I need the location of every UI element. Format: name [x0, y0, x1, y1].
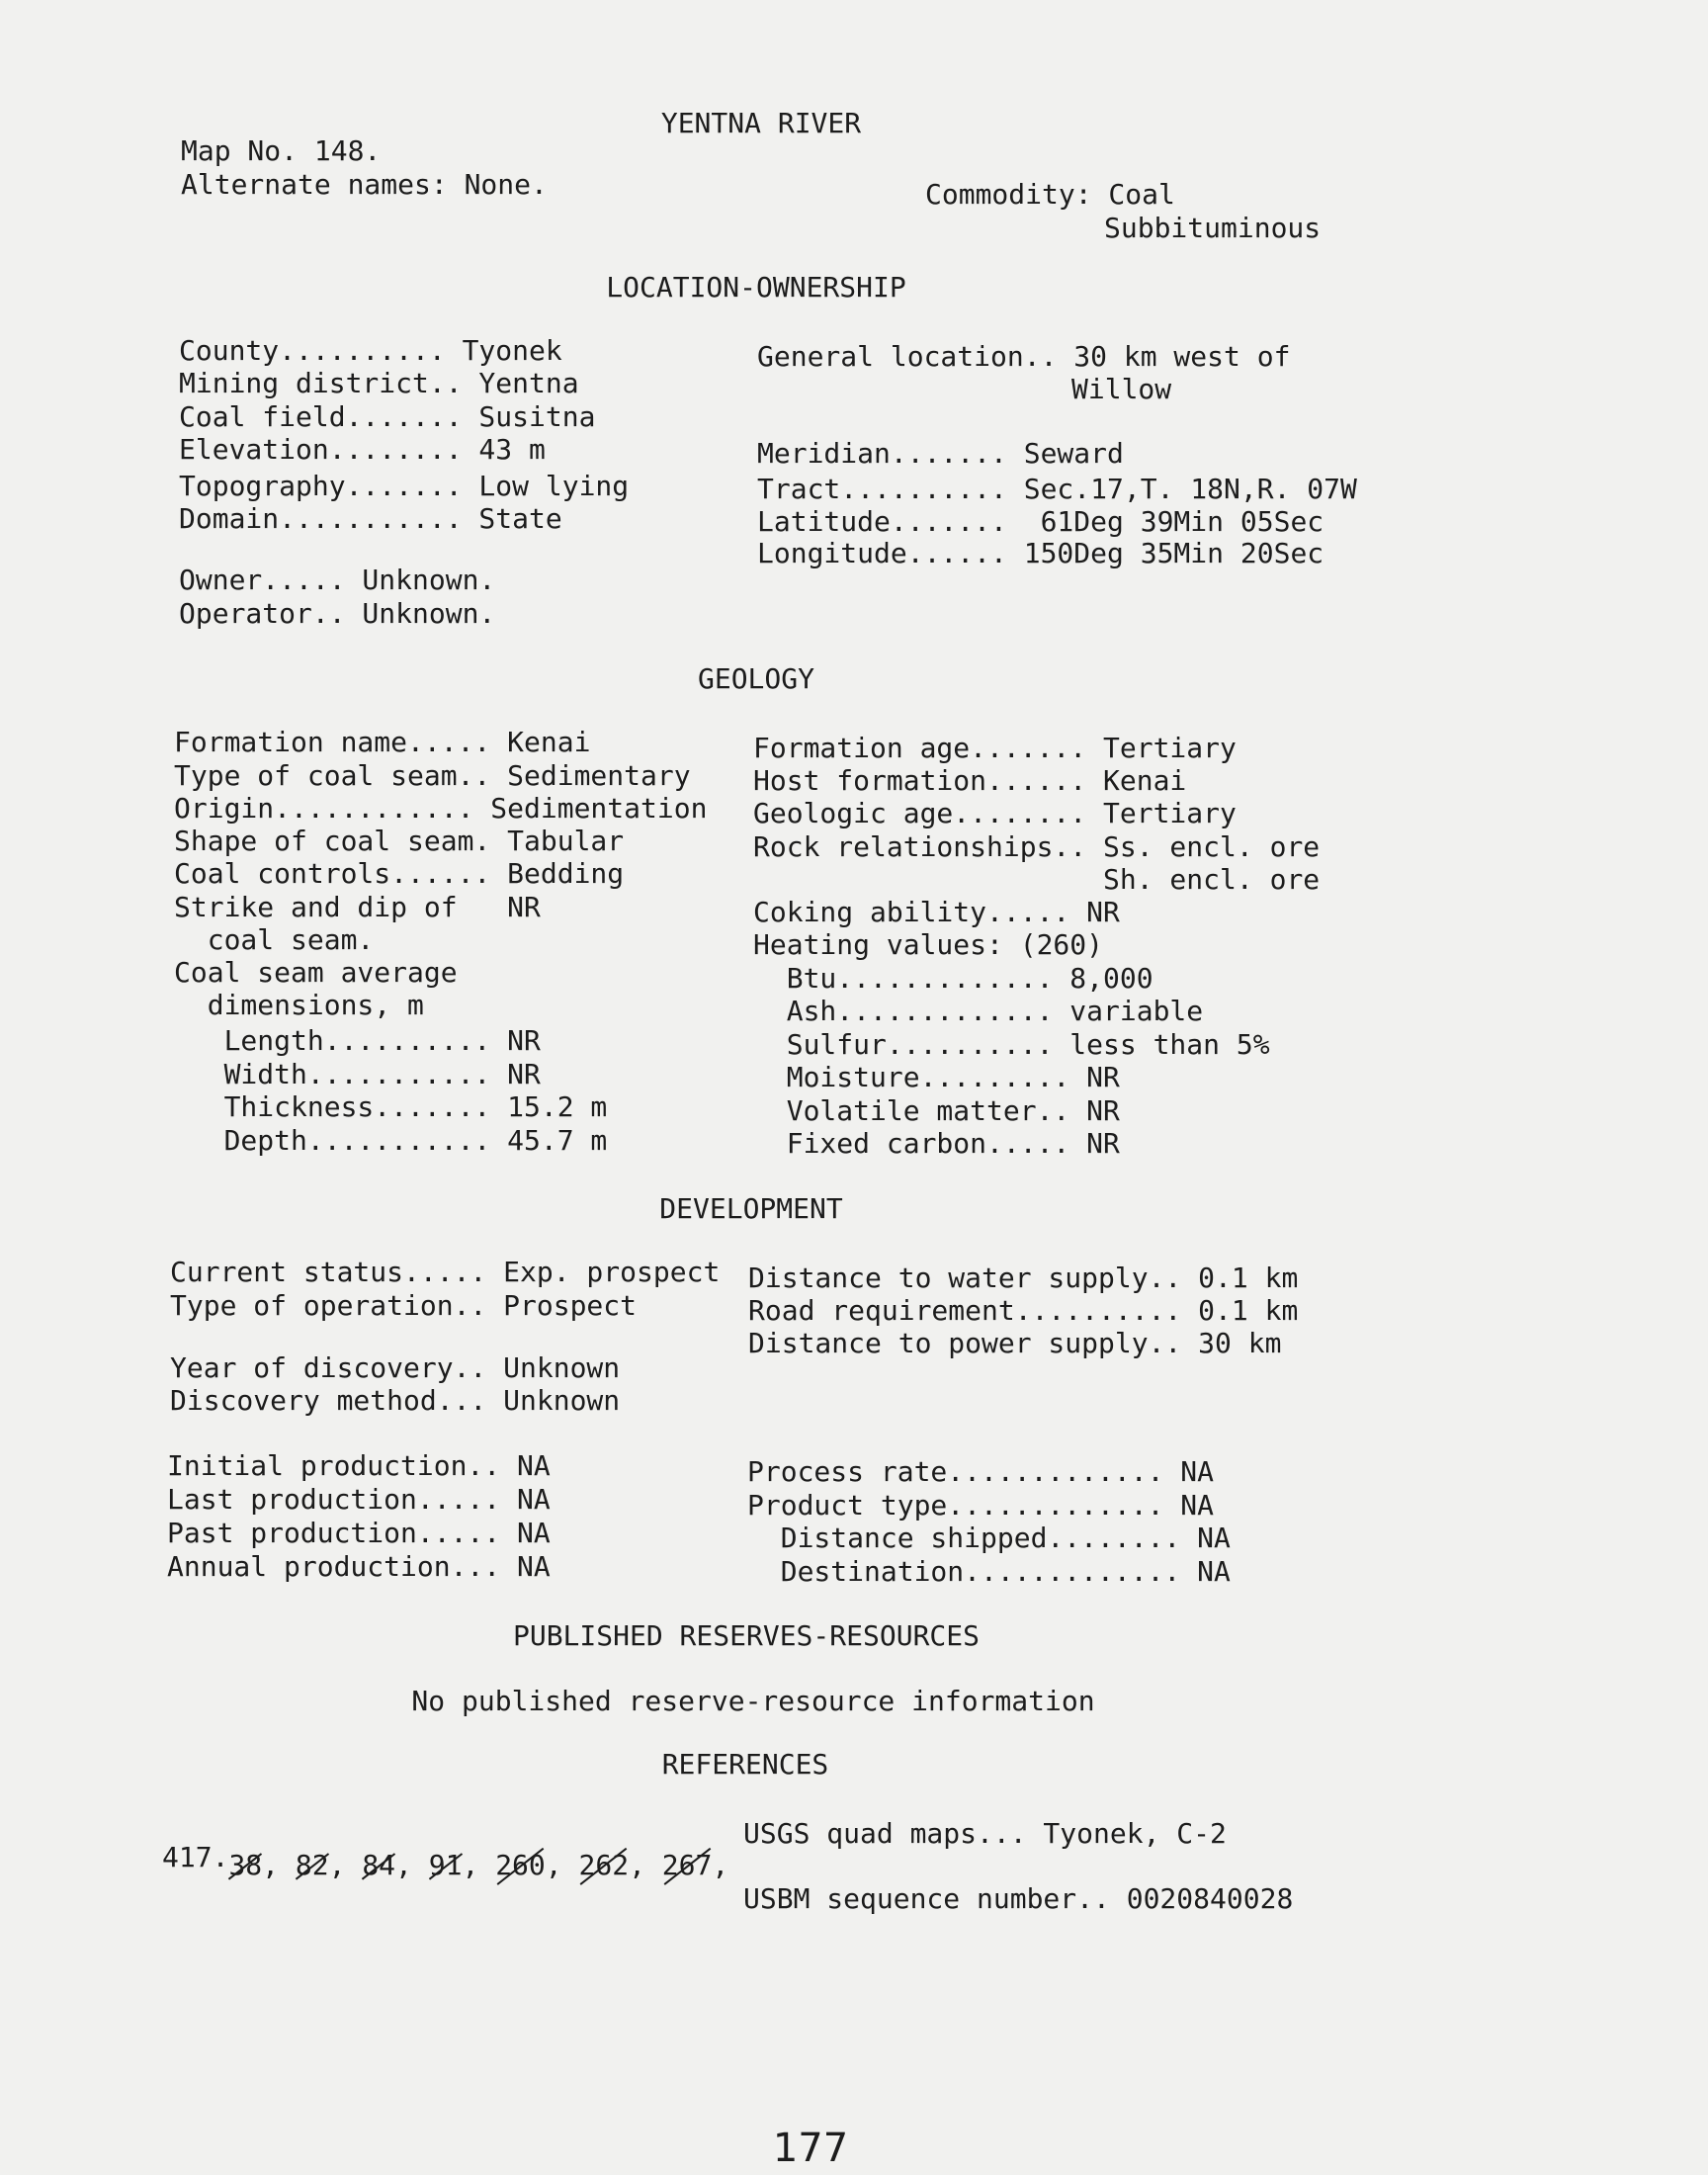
- water-supply-line: Distance to water supply.. 0.1 km: [748, 1262, 1299, 1294]
- volatile-matter-line: Volatile matter.. NR: [753, 1094, 1120, 1127]
- year-discovery-line: Year of discovery.. Unknown: [170, 1351, 621, 1384]
- struck-reference: 260: [495, 1849, 546, 1881]
- mining-district-line: Mining district.. Yentna: [179, 367, 579, 399]
- fixed-carbon-line: Fixed carbon..... NR: [753, 1127, 1120, 1160]
- heating-values-line: Heating values: (260): [753, 928, 1104, 961]
- formation-name-line: Formation name..... Kenai: [174, 726, 591, 758]
- development-heading: DEVELOPMENT: [659, 1192, 843, 1225]
- struck-reference: 267: [661, 1849, 713, 1881]
- rock-relationships-line: Rock relationships.. Ss. encl. ore: [753, 830, 1321, 863]
- width-line: Width........... NR: [174, 1058, 541, 1090]
- alternate-names: Alternate names: None.: [181, 168, 548, 201]
- btu-line: Btu............. 8,000: [753, 962, 1153, 995]
- document-title: YENTNA RIVER: [660, 107, 862, 139]
- reference-numbers: 38, 82, 84, 91, 260, 262, 267,: [228, 1849, 729, 1881]
- rock-relationships-cont: Sh. encl. ore: [753, 863, 1321, 896]
- meridian-line: Meridian....... Seward: [757, 437, 1124, 470]
- past-production-line: Past production..... NA: [167, 1517, 551, 1549]
- geologic-age-line: Geologic age........ Tertiary: [753, 797, 1237, 829]
- last-production-line: Last production..... NA: [167, 1483, 551, 1516]
- location-ownership-heading: LOCATION-OWNERSHIP: [606, 271, 906, 304]
- longitude-line: Longitude...... 150Deg 35Min 20Sec: [757, 537, 1324, 569]
- ash-line: Ash............. variable: [753, 995, 1204, 1027]
- tract-line: Tract.......... Sec.17,T. 18N,R. 07W: [757, 473, 1357, 505]
- length-line: Length.......... NR: [174, 1024, 541, 1057]
- latitude-line: Latitude....... 61Deg 39Min 05Sec: [757, 505, 1324, 538]
- commodity-type: Subbituminous: [1104, 212, 1322, 244]
- general-location-line: General location.. 30 km west of: [757, 340, 1291, 373]
- struck-reference: 82: [295, 1849, 329, 1881]
- formation-age-line: Formation age....... Tertiary: [753, 732, 1237, 764]
- operation-type-line: Type of operation.. Prospect: [170, 1289, 638, 1322]
- thickness-line: Thickness....... 15.2 m: [174, 1090, 608, 1123]
- moisture-line: Moisture......... NR: [753, 1061, 1120, 1093]
- power-supply-line: Distance to power supply.. 30 km: [748, 1327, 1282, 1359]
- owner-line: Owner..... Unknown.: [179, 564, 496, 596]
- reference-remaining: 417.: [162, 1841, 229, 1873]
- shape-line: Shape of coal seam. Tabular: [174, 825, 625, 857]
- domain-line: Domain........... State: [179, 502, 562, 535]
- operator-line: Operator.. Unknown.: [179, 597, 496, 630]
- county-line: County.......... Tyonek: [179, 334, 562, 367]
- coking-ability-line: Coking ability..... NR: [753, 896, 1120, 928]
- origin-line: Origin............ Sedimentation: [174, 792, 708, 825]
- destination-line: Destination............. NA: [747, 1555, 1231, 1588]
- seam-dimensions-line: Coal seam average: [174, 956, 458, 989]
- references-heading: REFERENCES: [661, 1748, 829, 1781]
- usbm-sequence-number: USBM sequence number.. 0020840028: [743, 1882, 1294, 1915]
- struck-reference: 38: [228, 1849, 263, 1881]
- struck-reference: 262: [578, 1849, 630, 1881]
- host-formation-line: Host formation...... Kenai: [753, 764, 1187, 797]
- topography-line: Topography....... Low lying: [179, 470, 630, 502]
- geology-heading: GEOLOGY: [697, 662, 814, 695]
- general-location-cont: Willow: [1071, 373, 1172, 405]
- coal-field-line: Coal field....... Susitna: [179, 400, 596, 433]
- coal-seam-type-line: Type of coal seam.. Sedimentary: [174, 759, 691, 792]
- strike-dip-cont: coal seam.: [174, 923, 375, 956]
- elevation-line: Elevation........ 43 m: [179, 433, 546, 466]
- page-number: 177: [772, 2126, 849, 2171]
- reserves-heading: PUBLISHED RESERVES-RESOURCES: [512, 1619, 980, 1652]
- product-type-line: Product type............. NA: [747, 1489, 1215, 1522]
- usgs-quad-maps: USGS quad maps... Tyonek, C-2: [743, 1817, 1227, 1850]
- distance-shipped-line: Distance shipped........ NA: [747, 1522, 1231, 1554]
- map-number: Map No. 148.: [181, 134, 382, 167]
- strike-dip-line: Strike and dip of NR: [174, 891, 541, 923]
- depth-line: Depth........... 45.7 m: [174, 1124, 608, 1157]
- road-requirement-line: Road requirement.......... 0.1 km: [748, 1294, 1299, 1327]
- sulfur-line: Sulfur.......... less than 5%: [753, 1028, 1270, 1061]
- annual-production-line: Annual production... NA: [167, 1550, 551, 1583]
- reserves-text: No published reserve-resource information: [411, 1685, 1095, 1717]
- struck-reference: 91: [428, 1849, 463, 1881]
- process-rate-line: Process rate............. NA: [747, 1455, 1215, 1488]
- discovery-method-line: Discovery method... Unknown: [170, 1384, 621, 1417]
- commodity: Commodity: Coal: [925, 178, 1175, 211]
- coal-controls-line: Coal controls...... Bedding: [174, 857, 625, 890]
- seam-dimensions-cont: dimensions, m: [174, 989, 424, 1021]
- struck-reference: 84: [362, 1849, 396, 1881]
- initial-production-line: Initial production.. NA: [167, 1449, 551, 1482]
- current-status-line: Current status..... Exp. prospect: [170, 1256, 721, 1288]
